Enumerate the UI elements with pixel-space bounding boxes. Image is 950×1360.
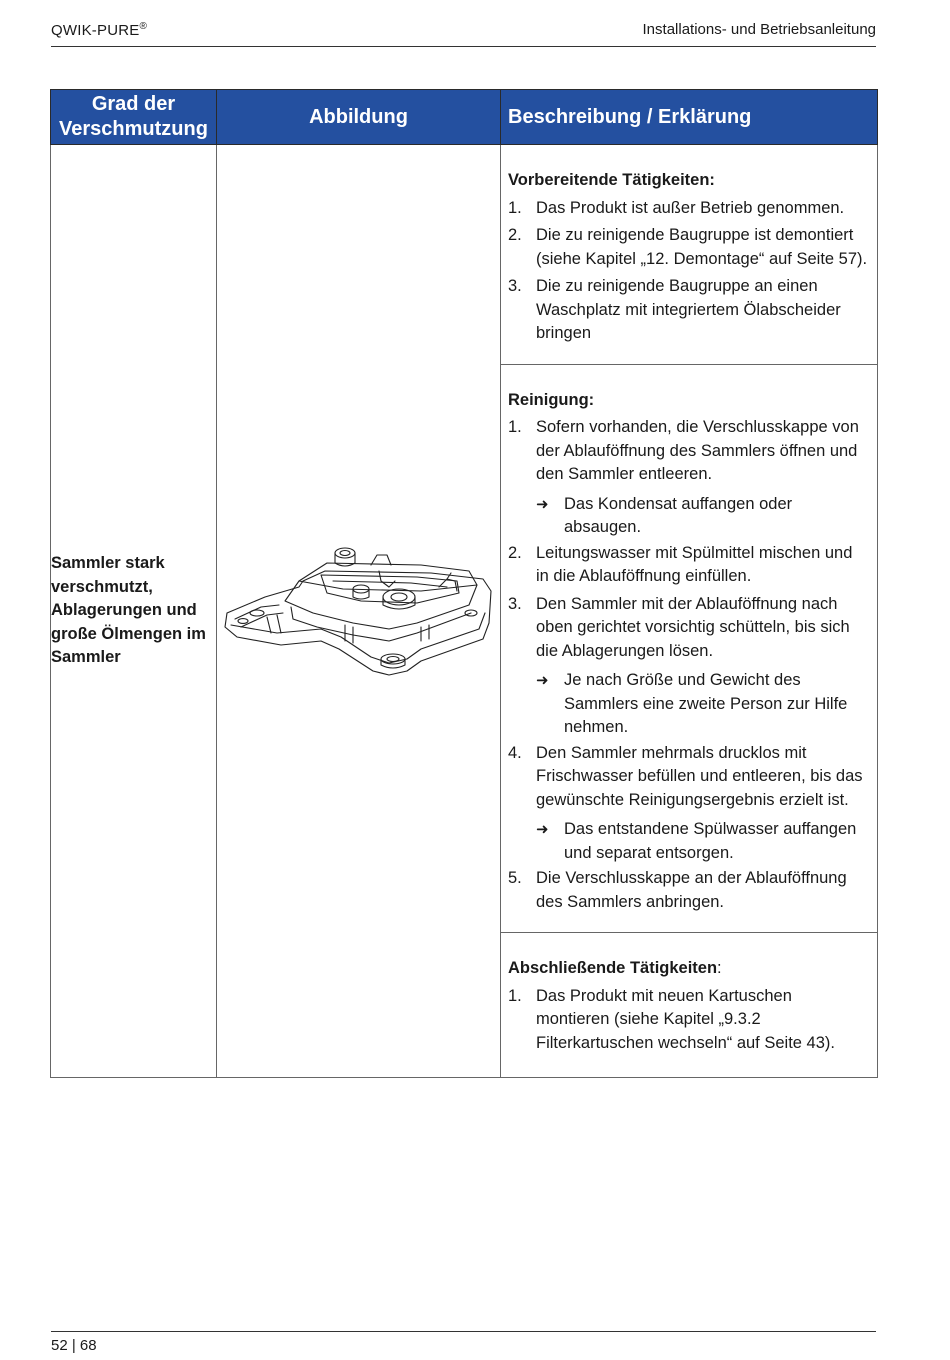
section-title: Vorbereitende Tätigkeiten: bbox=[508, 171, 715, 189]
step-number: 1. bbox=[508, 418, 522, 436]
section-abschliessend bbox=[501, 932, 877, 1077]
section-title-colon: : bbox=[717, 959, 722, 977]
col-header-grad-line2: Verschmutzung bbox=[59, 118, 208, 140]
list-item bbox=[508, 416, 869, 487]
result-text: Je nach Größe und Gewicht des Sammlers eine zweite Person zur Hilfe nehmen. bbox=[564, 671, 848, 736]
step-number: 1. bbox=[508, 986, 522, 1005]
list-item bbox=[508, 275, 869, 346]
step-text: Die zu reinigende Baugruppe ist demontiert (siehe Kapitel „12. Demontage“ auf Seite 57). bbox=[536, 226, 868, 268]
description-cell bbox=[501, 145, 878, 1078]
step-number: 2. bbox=[508, 226, 522, 244]
list-item bbox=[508, 867, 869, 914]
step-text: Sofern vorhanden, die Verschlusskappe von der Ablauföffnung des Sammlers öffnen und den Sammler entleeren. bbox=[536, 418, 859, 483]
step-text: Die Verschlusskappe an der Ablauföffnung des Sammlers anbringen. bbox=[536, 869, 847, 911]
col-header-grad-line1: Grad der bbox=[91, 93, 176, 115]
step-text: Den Sammler mehrmals drucklos mit Frischwasser befüllen und entleeren, bis das gewünschte Reinigungsergebnis erzielt ist. bbox=[536, 743, 863, 809]
header-product bbox=[51, 21, 147, 39]
result-item bbox=[536, 493, 869, 540]
result-text: Das entstandene Spülwasser auffangen und separat entsorgen. bbox=[564, 820, 857, 862]
step-text: Leitungswasser mit Spülmittel mischen und in die Ablauföffnung einfüllen. bbox=[536, 543, 853, 585]
list-item bbox=[508, 593, 869, 664]
header-doc-title: Installations- und Betriebsanleitung bbox=[642, 21, 876, 38]
col-header-beschreibung: Beschreibung / Erklärung bbox=[501, 90, 878, 145]
step-text: Den Sammler mit der Ablauföffnung nach oben gerichtet vorsichtig schütteln, bis sich die Ablagerungen lösen. bbox=[536, 594, 850, 660]
arrow-right-icon: ➜ bbox=[536, 821, 549, 838]
section-reinigung bbox=[501, 364, 877, 933]
footer-rule bbox=[51, 1331, 876, 1332]
list-item bbox=[508, 542, 869, 589]
list-item bbox=[508, 224, 869, 271]
header-rule bbox=[51, 46, 876, 47]
cleaning-table bbox=[50, 89, 878, 1078]
list-item bbox=[508, 197, 869, 221]
table-header-row bbox=[51, 90, 878, 145]
arrow-right-icon: ➜ bbox=[536, 672, 549, 689]
result-item bbox=[536, 669, 869, 740]
arrow-right-icon: ➜ bbox=[536, 495, 549, 513]
section-title: Reinigung: bbox=[508, 390, 595, 409]
step-text: Die zu reinigende Baugruppe an einen Waschplatz mit integriertem Ölabscheider bringen bbox=[536, 277, 841, 342]
step-text: Das Produkt ist außer Betrieb genommen. bbox=[536, 198, 845, 217]
step-number: 3. bbox=[508, 277, 522, 295]
page-number: 52 | 68 bbox=[51, 1337, 97, 1354]
section-title-text: Abschließende Tätigkeiten bbox=[508, 959, 718, 977]
step-number: 1. bbox=[508, 198, 522, 217]
section-vorbereitend bbox=[501, 145, 877, 364]
figure-cell bbox=[217, 145, 501, 1078]
collector-housing-illustration bbox=[221, 541, 497, 681]
grad-cell: Sammler stark verschmutzt, Ablagerungen und große Ölmengen im Sammler bbox=[51, 145, 217, 1078]
col-header-grad bbox=[51, 90, 217, 145]
list-item bbox=[508, 985, 869, 1056]
registered-mark: ® bbox=[139, 21, 148, 32]
product-name: QWIK-PURE bbox=[51, 22, 140, 39]
col-header-abbildung: Abbildung bbox=[217, 90, 501, 145]
step-text: Das Produkt mit neuen Kartuschen montieren (siehe Kapitel „9.3.2 Filterkartuschen wechseln“ auf Seite 43). bbox=[536, 986, 835, 1052]
result-text: Das Kondensat auffangen oder absaugen. bbox=[564, 494, 793, 536]
step-number: 3. bbox=[508, 594, 522, 613]
step-number: 2. bbox=[508, 543, 522, 562]
list-item bbox=[508, 742, 869, 813]
result-item bbox=[536, 818, 869, 865]
step-number: 5. bbox=[508, 869, 522, 887]
section-title bbox=[508, 957, 869, 981]
step-number: 4. bbox=[508, 743, 522, 762]
table-row bbox=[51, 145, 878, 1078]
